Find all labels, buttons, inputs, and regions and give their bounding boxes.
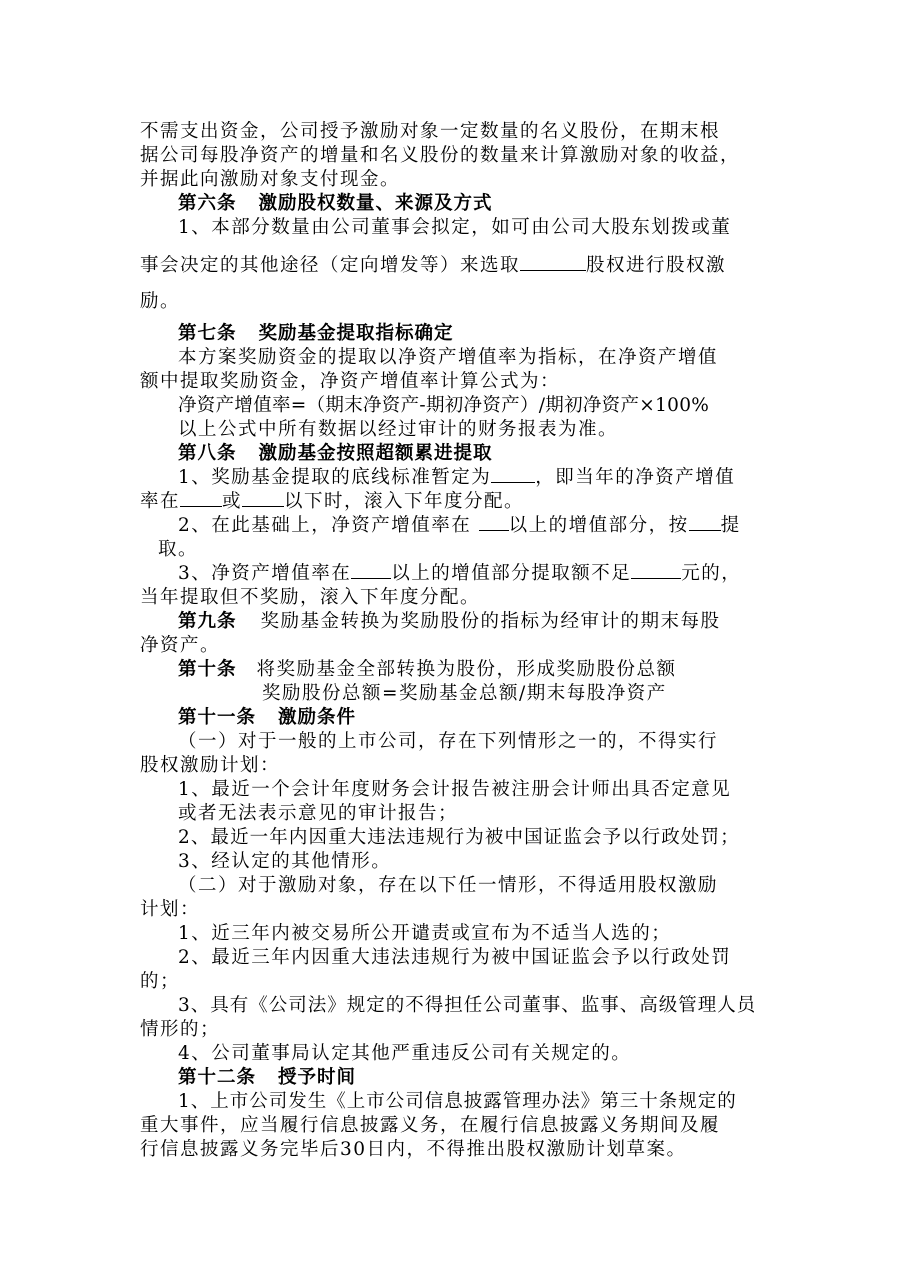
- paragraph-line: 当年提取但不奖励，滚入下年度分配。: [140, 587, 481, 608]
- blank-field: [242, 490, 284, 507]
- paragraph-line: 行信息披露义务完毕后30日内，不得推出股权激励计划草案。: [140, 1139, 687, 1160]
- paragraph-line: 据公司每股净资产的增量和名义股份的数量来计算激励对象的收益，: [140, 145, 741, 166]
- paragraph-line: [178, 514, 741, 538]
- paragraph-line: 净资产。: [140, 635, 221, 656]
- paragraph-line: 取。: [158, 539, 199, 560]
- article-12-heading: [178, 1066, 356, 1090]
- paragraph-line: 1、本部分数量由公司董事会拟定，如可由公司大股东划拨或董: [178, 217, 732, 238]
- paragraph-line: [140, 254, 726, 278]
- paragraph-line: （一）对于一般的上市公司，存在下列情形之一的，不得实行: [178, 731, 719, 752]
- blank-field: [479, 514, 509, 531]
- article-7-heading: [178, 322, 454, 346]
- article-10-line: [178, 658, 677, 682]
- paragraph-line: 1、近三年内被交易所公开谴责或宣布为不适当人选的；: [178, 923, 672, 944]
- paragraph-line: 并据此向激励对象支付现金。: [140, 169, 401, 190]
- blank-field: [491, 466, 535, 483]
- paragraph-line: 1、最近一个会计年度财务会计报告被注册会计师出具否定意见: [178, 779, 732, 800]
- paragraph-line: 3、经认定的其他情形。: [178, 851, 392, 872]
- text-segment: 以上的增值部分，按: [508, 515, 689, 536]
- text-segment: 1、奖励基金提取的底线标准暂定为: [178, 467, 492, 488]
- paragraph-line: 不需支出资金，公司授予激励对象一定数量的名义股份，在期末根: [140, 121, 721, 142]
- paragraph-line: 计划：: [140, 899, 201, 920]
- paragraph-line: 励。: [140, 291, 181, 312]
- article-title: 激励条件: [278, 707, 357, 728]
- article-number: 第八条: [178, 443, 237, 464]
- paragraph-line: 1、上市公司发生《上市公司信息披露管理办法》第三十条规定的: [178, 1091, 737, 1112]
- article-number: 第九条: [178, 611, 237, 632]
- paragraph-line: [140, 490, 524, 514]
- text-segment: 事会决定的其他途径（定向增发等）来选取: [140, 255, 521, 276]
- paragraph-line: 的；: [140, 971, 181, 992]
- blank-field: [689, 514, 721, 531]
- article-number: 第十条: [178, 659, 237, 680]
- text-segment: 将奖励基金全部转换为股份，形成奖励股份总额: [256, 659, 677, 680]
- text-segment: 以上的增值部分提取额不足: [391, 563, 632, 584]
- article-title: 奖励基金提取指标确定: [258, 323, 454, 344]
- article-number: 第七条: [178, 323, 237, 344]
- article-8-heading: [178, 442, 493, 466]
- formula-line: 净资产增值率=（期末净资产-期初净资产）/期初净资产×100%: [178, 395, 710, 416]
- article-title: 激励股权数量、来源及方式: [258, 193, 493, 214]
- text-segment: 2、在此基础上，净资产增值率在: [178, 515, 479, 536]
- paragraph-line: [178, 562, 741, 586]
- text-segment: ，即当年的净资产增值: [535, 467, 736, 488]
- blank-field: [631, 562, 681, 579]
- paragraph-line: 本方案奖励资金的提取以净资产增值率为指标，在净资产增值: [178, 347, 719, 368]
- text-segment: 以下时，滚入下年度分配。: [284, 491, 525, 512]
- formula-line: 奖励股份总额=奖励基金总额/期末每股净资产: [262, 683, 667, 704]
- text-segment: 奖励基金转换为奖励股份的指标为经审计的期末每股: [260, 611, 721, 632]
- paragraph-line: 情形的；: [140, 1019, 221, 1040]
- article-number: 第六条: [178, 193, 237, 214]
- article-number: 第十二条: [178, 1067, 257, 1088]
- text-segment: 股权进行股权激: [586, 255, 727, 276]
- paragraph-line: 4、公司董事局认定其他严重违反公司有关规定的。: [178, 1043, 632, 1064]
- text-segment: 元的，: [681, 563, 742, 584]
- paragraph-line: 2、最近一年内因重大违法违规行为被中国证监会予以行政处罚；: [178, 827, 740, 848]
- paragraph-line: 重大事件，应当履行信息披露义务，在履行信息披露义务期间及履: [140, 1115, 721, 1136]
- paragraph-line: 2、最近三年内因重大违法违规行为被中国证监会予以行政处罚: [178, 947, 732, 968]
- paragraph-line: 或者无法表示意见的审计报告；: [178, 803, 459, 824]
- paragraph-line: （二）对于激励对象，存在以下任一情形，不得适用股权激励: [178, 875, 719, 896]
- article-6-heading: [178, 192, 493, 216]
- article-number: 第十一条: [178, 707, 257, 728]
- paragraph-line: 股权激励计划：: [140, 755, 281, 776]
- text-segment: 提: [720, 515, 741, 536]
- paragraph-line: 额中提取奖励资金，净资产增值率计算公式为：: [140, 371, 561, 392]
- text-segment: 或: [222, 491, 243, 512]
- text-segment: 率在: [140, 491, 181, 512]
- blank-field: [351, 562, 391, 579]
- article-9-line: [178, 610, 721, 634]
- article-title: 激励基金按照超额累进提取: [258, 443, 493, 464]
- paragraph-line: 以上公式中所有数据以经过审计的财务报表为准。: [178, 419, 619, 440]
- text-segment: 3、净资产增值率在: [178, 563, 352, 584]
- paragraph-line: 3、具有《公司法》规定的不得担任公司董事、监事、高级管理人员: [178, 995, 757, 1016]
- article-11-heading: [178, 706, 356, 730]
- blank-field: [180, 490, 222, 507]
- article-title: 授予时间: [278, 1067, 357, 1088]
- blank-field: [520, 254, 586, 271]
- paragraph-line: [178, 466, 735, 490]
